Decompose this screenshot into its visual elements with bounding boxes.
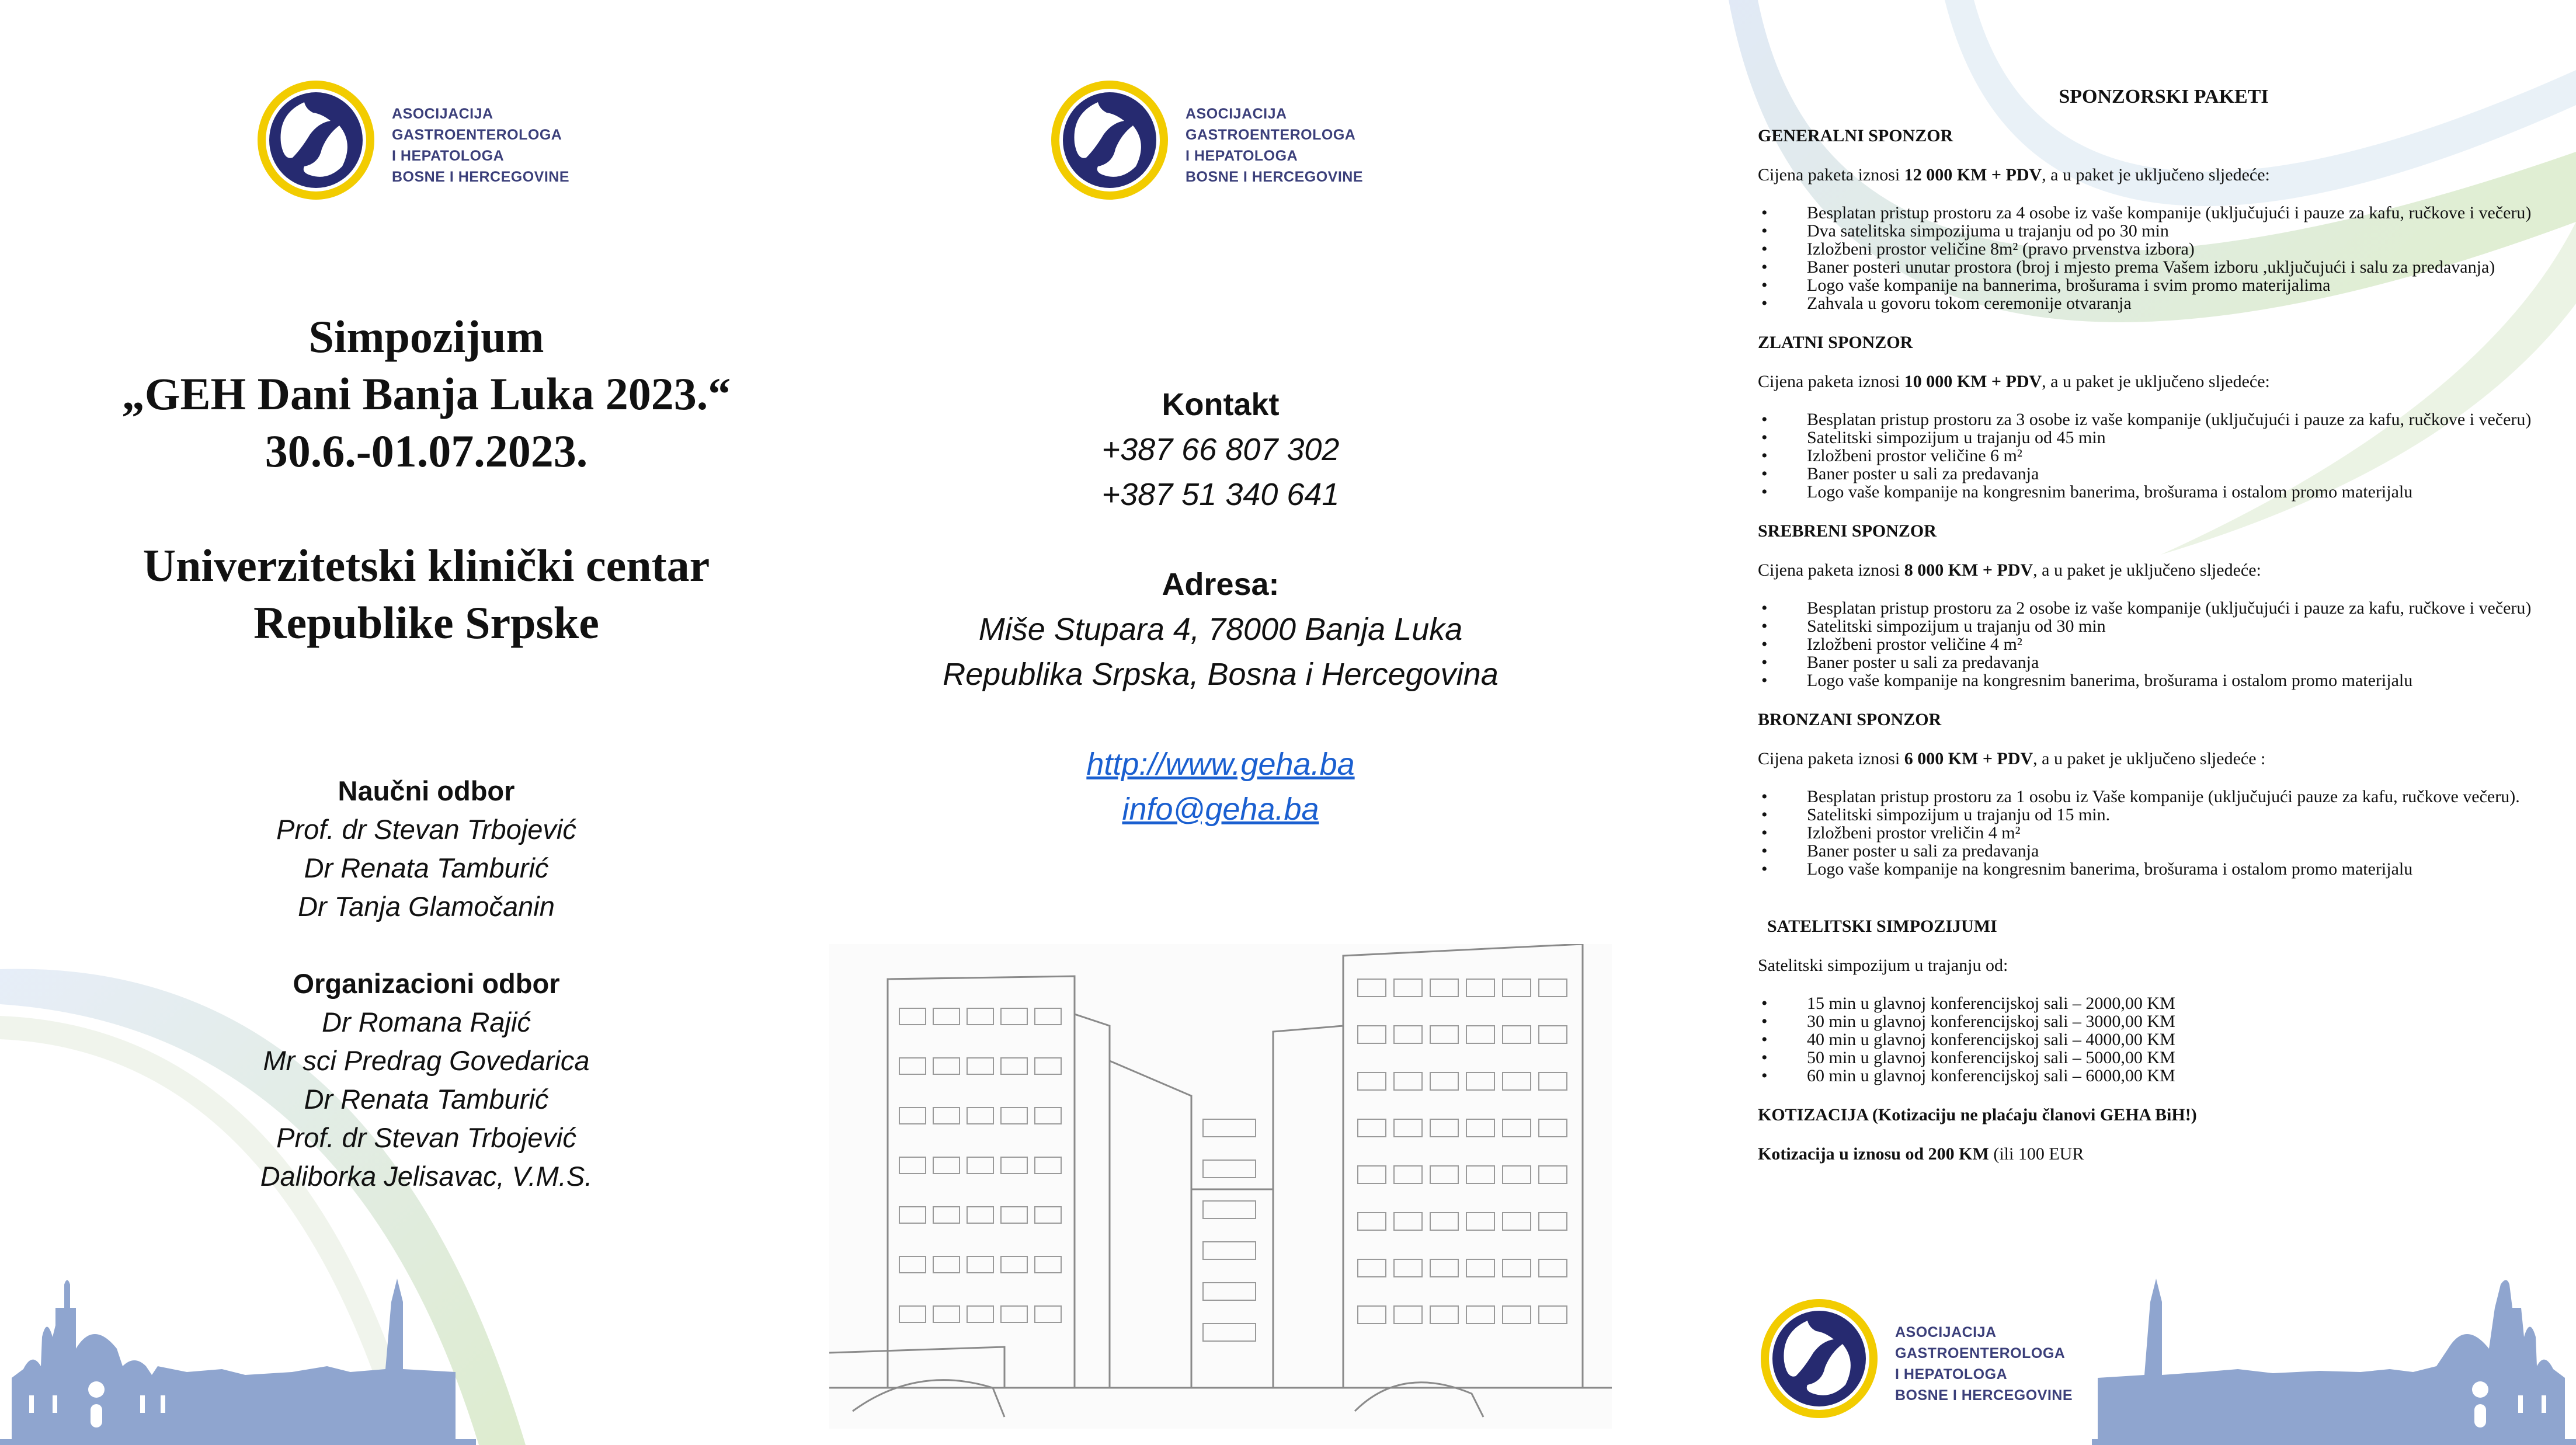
address-heading: Adresa: [1162,567,1280,602]
city-skyline-right [2086,1267,2576,1445]
satellite-item: • 50 min u glavnoj konferencijskoj sali – 5000,00 KM [1758,1049,2570,1067]
logo-text-line: I HEPATOLOGA [392,148,505,164]
price-amount: 10 000 KM + PDV [1904,372,2042,391]
logo-text [1186,103,1363,187]
satellite-item: • 60 min u glavnoj konferencijskoj sali – 6000,00 KM [1758,1067,2570,1085]
committee-heading: Organizacioni odbor [293,968,560,999]
price-suffix: , a u paket je uključeno sljedeće: [2042,165,2270,184]
logo-text-line: BOSNE I HERCEGOVINE [392,169,569,185]
package-item: • Izložbeni prostor veličine 8m² (pravo prvenstva izbora) [1758,240,2570,258]
logo-text-line: BOSNE I HERCEGOVINE [1895,1387,2073,1404]
committee-member: Prof. dr Stevan Trbojević [276,814,576,845]
address-line: Republika Srpska, Bosna i Hercegovina [943,657,1499,692]
package-item: • Baner poster u sali za predavanja [1758,842,2570,860]
logo-text-line: GASTROENTEROLOGA [1895,1345,2066,1362]
organizing-committee [76,965,777,1196]
satellite-item: • 15 min u glavnoj konferencijskoj sali – 2000,00 KM [1758,994,2570,1012]
package-item: • Baner poster u sali za predavanja [1758,653,2570,671]
event-title [76,308,777,480]
event-venue [76,537,777,652]
package-name: ZLATNI SPONZOR [1758,333,1913,352]
logo-text [1895,1322,2073,1406]
logo-emblem-icon [1758,1297,1880,1420]
package-items [1758,788,2570,878]
committee-member: Prof. dr Stevan Trbojević [276,1122,576,1153]
sponsorship-packages [1758,88,2570,1163]
price-amount: 8 000 KM + PDV [1904,560,2033,580]
package-price [1758,561,2570,579]
logo-text-line: ASOCIJACIJA [392,106,493,122]
event-dates: 30.6.-01.07.2023. [265,426,588,476]
logo-emblem-icon [255,79,377,201]
scientific-committee [76,772,777,926]
logo-text [392,103,569,187]
city-skyline-left [0,1267,485,1445]
package-items [1758,204,2570,312]
logo-text-line: GASTROENTEROLOGA [1186,127,1356,143]
committee-member: Dr Renata Tamburić [304,1084,549,1115]
fee-amount [1758,1145,2570,1163]
event-info [76,308,777,652]
package-items [1758,410,2570,501]
association-logo [1758,1297,2097,1420]
logo-text-line: ASOCIJACIJA [1895,1324,1997,1340]
price-amount: 6 000 KM + PDV [1904,749,2033,768]
section-title: SPONZORSKI PAKETI [2059,86,2269,107]
contact-heading: Kontakt [1162,387,1280,422]
title-line: Simpozijum [308,311,544,362]
price-prefix: Cijena paketa iznosi [1758,560,1904,580]
title-line: „GEH Dani Banja Luka 2023.“ [121,368,731,419]
satellite-heading: SATELITSKI SIMPOZIJUMI [1767,917,1997,936]
fee-heading: KOTIZACIJA (Kotizaciju ne plaćaju članovi GEHA BiH!) [1758,1105,2197,1124]
price-suffix: , a u paket je uključeno sljedeće : [2033,749,2266,768]
logo-text-line: I HEPATOLOGA [1186,148,1298,164]
address-line: Miše Stupara 4, 78000 Banja Luka [978,612,1463,647]
package-name: BRONZANI SPONZOR [1758,710,1942,729]
satellite-item: • 30 min u glavnoj konferencijskoj sali – 3000,00 KM [1758,1012,2570,1030]
package-item: • Logo vaše kompanije na kongresnim banerima, brošurama i ostalom promo materijalu [1758,483,2570,501]
satellite-intro: Satelitski simpozijum u trajanju od: [1758,956,2008,975]
satellite-item: • 40 min u glavnoj konferencijskoj sali – 4000,00 KM [1758,1030,2570,1049]
logo-text-line: GASTROENTEROLOGA [392,127,562,143]
price-prefix: Cijena paketa iznosi [1758,372,1904,391]
logo-text-line: I HEPATOLOGA [1895,1366,2008,1383]
package-item: • Izložbeni prostor veličine 6 m² [1758,447,2570,465]
logo-text-line: BOSNE I HERCEGOVINE [1186,169,1363,185]
package-item: • Izložbeni prostor veličine 4 m² [1758,635,2570,653]
package-item: • Besplatan pristup prostoru za 4 osobe iz vaše kompanije (uključujući i pauze za kafu, ručkove i večeru) [1758,204,2570,222]
committee-member: Daliborka Jelisavac, V.M.S. [260,1161,593,1192]
price-suffix: , a u paket je uključeno sljedeće: [2042,372,2270,391]
package-name: GENERALNI SPONZOR [1758,126,1953,145]
venue-line: Univerzitetski klinički centar [142,540,710,591]
contact-info [864,382,1577,832]
satellite-price-list [1758,994,2570,1085]
hospital-building-sketch [829,944,1612,1429]
package-item: • Satelitski simpozijum u trajanju od 45 min [1758,429,2570,447]
package-price [1758,750,2570,768]
package-item: • Besplatan pristup prostoru za 3 osobe iz vaše kompanije (uključujući i pauze za kafu, ručkove i večeru) [1758,410,2570,429]
package-item: • Logo vaše kompanije na bannerima, brošurama i svim promo materijalima [1758,276,2570,294]
fee-amount-rest: (ili 100 EUR [1989,1144,2084,1164]
package-price [1758,166,2570,184]
price-suffix: , a u paket je uključeno sljedeće: [2033,560,2261,580]
venue-line: Republike Srpske [253,597,599,648]
package-item: • Zahvala u govoru tokom ceremonije otvaranja [1758,294,2570,312]
package-item: • Satelitski simpozijum u trajanju od 30 min [1758,617,2570,635]
price-prefix: Cijena paketa iznosi [1758,749,1904,768]
package-price [1758,372,2570,391]
package-item: • Dva satelitska simpozijuma u trajanju od po 30 min [1758,222,2570,240]
committee-member: Mr sci Predrag Govedarica [263,1045,590,1076]
fee-amount-bold: Kotizacija u iznosu od 200 KM [1758,1144,1989,1164]
package-item: • Logo vaše kompanije na kongresnim banerima, brošurama i ostalom promo materijalu [1758,860,2570,878]
package-item: • Besplatan pristup prostoru za 2 osobe iz vaše kompanije (uključujući i pauze za kafu, ručkove i večeru) [1758,599,2570,617]
package-items [1758,599,2570,690]
logo-emblem-icon [1048,79,1171,201]
committee-member: Dr Renata Tamburić [304,852,549,883]
package-item: • Izložbeni prostor vreličin 4 m² [1758,824,2570,842]
association-logo [255,79,593,201]
price-prefix: Cijena paketa iznosi [1758,165,1904,184]
package-name: SREBRENI SPONZOR [1758,521,1937,541]
package-item: • Baner poster u sali za predavanja [1758,465,2570,483]
logo-text-line: ASOCIJACIJA [1186,106,1287,122]
package-item: • Baner posteri unutar prostora (broj i mjesto prema Vašem izboru ,uključujući i salu za predavanja) [1758,258,2570,276]
website-link[interactable]: http://www.geha.ba [1086,747,1355,782]
package-item: • Besplatan pristup prostoru za 1 osobu iz Vaše kompanije (uključujući pauze za kafu, ručkove večeru). [1758,788,2570,806]
phone-number[interactable]: +387 51 340 641 [1101,477,1340,512]
committee-member: Dr Romana Rajić [322,1007,531,1037]
phone-number[interactable]: +387 66 807 302 [1101,432,1340,467]
committee-member: Dr Tanja Glamočanin [298,891,555,922]
price-amount: 12 000 KM + PDV [1904,165,2042,184]
association-logo [1048,79,1387,201]
committee-heading: Naučni odbor [338,775,515,806]
email-link[interactable]: info@geha.ba [1122,792,1319,827]
package-item: • Logo vaše kompanije na kongresnim banerima, brošurama i ostalom promo materijalu [1758,671,2570,690]
package-item: • Satelitski simpozijum u trajanju od 15 min. [1758,806,2570,824]
